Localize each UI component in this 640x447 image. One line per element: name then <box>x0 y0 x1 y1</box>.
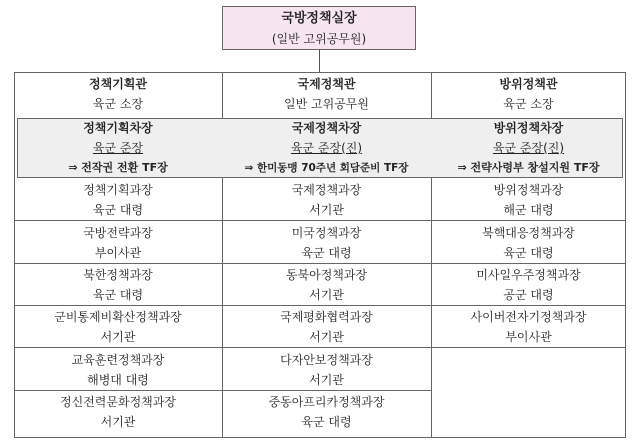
column-international-policy <box>222 72 431 438</box>
unit-name: 정신전력문화정책과장 <box>60 395 176 409</box>
unit-rank: 육군 대령 <box>92 288 144 302</box>
deputy-title: 방위정책차장 <box>493 121 564 135</box>
unit-name: 교육훈련정책과장 <box>71 353 165 367</box>
head-title: 정책기획관 <box>89 77 147 91</box>
unit-name: 미사일우주정책과장 <box>476 268 581 282</box>
deputy-rank: 육군 준장 <box>92 141 144 155</box>
head-rank: 육군 소장 <box>92 97 144 111</box>
unit-name: 북한정책과장 <box>83 268 153 282</box>
unit-name: 다자안보정책과장 <box>280 353 373 367</box>
unit-rank: 서기관 <box>309 203 344 217</box>
unit-name: 북핵대응정책과장 <box>482 226 575 240</box>
connector-top-vertical <box>319 50 320 72</box>
unit-rank: 육군 대령 <box>301 415 352 429</box>
chief-rank: (일반 고위공무원) <box>271 32 367 46</box>
unit-name: 중동아프리카정책과장 <box>268 395 385 409</box>
deputy-title: 정책기획차장 <box>83 121 153 135</box>
unit-rank: 공군 대령 <box>503 288 554 302</box>
deputy-tf: ⇒ 한미동맹 70주년 회담준비 TF장 <box>244 162 409 174</box>
unit-name: 국제정책과장 <box>291 183 362 197</box>
deputy-tf: ⇒ 전략사령부 창설지원 TF장 <box>457 161 600 174</box>
unit-name: 미국정책과장 <box>291 226 362 240</box>
head-title: 국제정책관 <box>297 77 356 91</box>
head-rank: 육군 소장 <box>503 97 554 111</box>
column-defense-policy <box>431 72 626 438</box>
deputy-rank: 육군 준장(진) <box>492 141 565 155</box>
unit-rank: 육군 대령 <box>301 246 352 260</box>
chief-title: 국방정책실장 <box>281 11 357 26</box>
unit-name: 국방전략과장 <box>83 226 153 240</box>
column-policy-planning <box>14 72 222 438</box>
unit-rank: 서기관 <box>100 330 136 344</box>
unit-rank: 육군 대령 <box>503 246 554 260</box>
deputy-title: 국제정책차장 <box>291 121 362 135</box>
head-rank: 일반 고위공무원 <box>284 97 369 111</box>
unit-rank: 서기관 <box>309 330 344 344</box>
head-title: 방위정책관 <box>499 77 558 91</box>
unit-name: 군비통제비확산정책과장 <box>54 310 182 324</box>
unit-rank: 서기관 <box>309 288 344 302</box>
unit-rank: 부이사관 <box>505 330 552 344</box>
unit-rank: 해군 대령 <box>503 203 554 217</box>
unit-rank: 서기관 <box>309 373 344 387</box>
unit-name: 방위정책과장 <box>493 183 564 197</box>
unit-name: 사이버전자기정책과장 <box>470 310 587 324</box>
unit-name: 국제평화협력과장 <box>280 310 373 324</box>
chief-box <box>222 6 416 50</box>
unit-rank: 부이사관 <box>94 246 142 260</box>
unit-rank: 육군 대령 <box>92 203 144 217</box>
unit-rank: 해병대 대령 <box>87 373 149 387</box>
unit-rank: 서기관 <box>100 415 136 429</box>
unit-name: 정책기획과장 <box>83 183 153 197</box>
deputy-rank: 육군 준장(진) <box>290 141 363 155</box>
unit-name: 동북아정책과장 <box>285 268 368 282</box>
deputy-tf: ⇒ 전작권 전환 TF장 <box>68 161 168 174</box>
